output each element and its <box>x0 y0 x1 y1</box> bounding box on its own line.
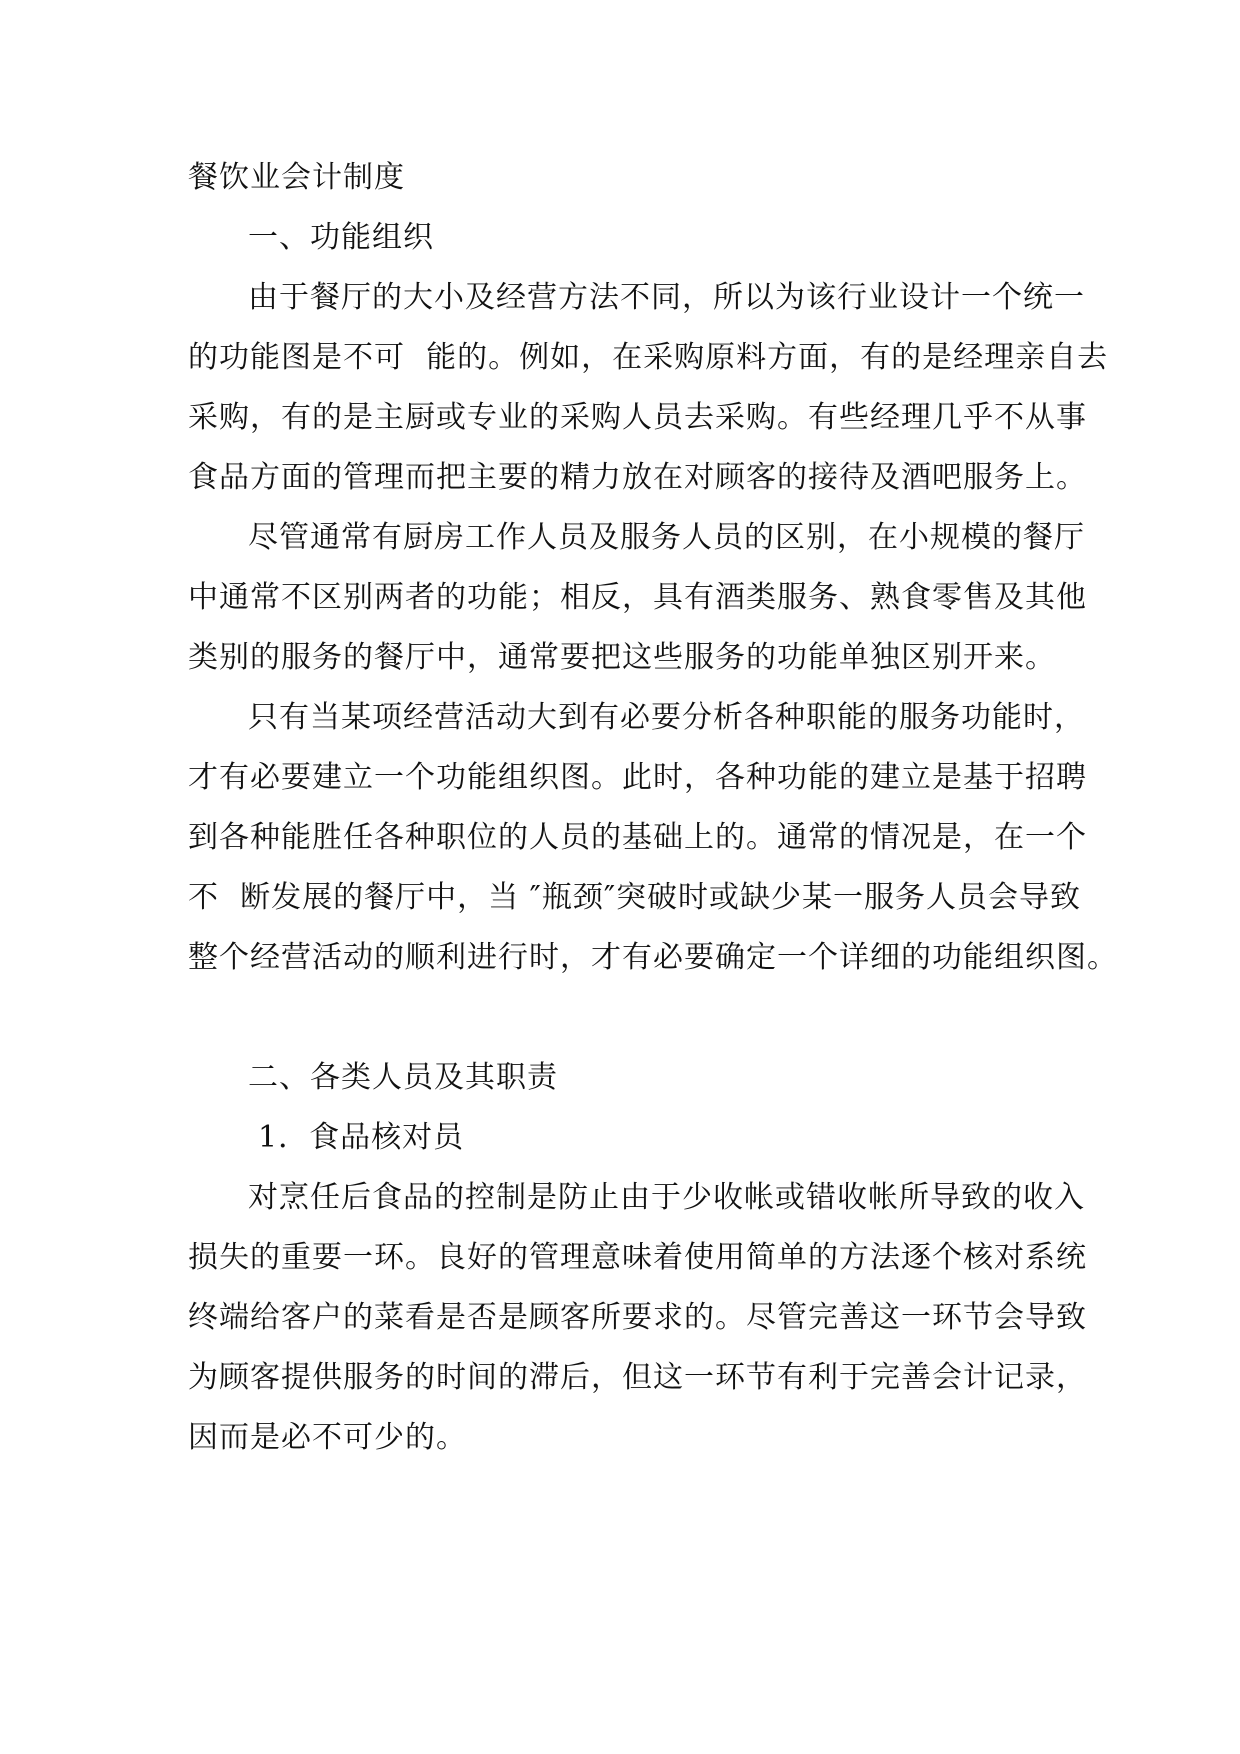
paragraph-line: 采购，有的是主厨或专业的采购人员去采购。有些经理几乎不从事 <box>188 400 1087 435</box>
paragraph-line: 整个经营活动的顺利进行时，才有必要确定一个详细的功能组织图。 <box>188 940 1118 975</box>
section1-heading: 一、功能组织 <box>248 220 434 255</box>
section2-heading: 二、各类人员及其职责 <box>248 1060 558 1095</box>
paragraph-line: 中通常不区别两者的功能；相反，具有酒类服务、熟食零售及其他 <box>188 580 1087 615</box>
paragraph-line: 到各种能胜任各种职位的人员的基础上的。通常的情况是，在一个 <box>188 820 1087 855</box>
paragraph-line: 终端给客户的菜看是否是顾客所要求的。尽管完善这一环节会导致 <box>188 1300 1087 1335</box>
paragraph-line: 由于餐厅的大小及经营方法不同，所以为该行业设计一个统一 <box>248 280 1085 315</box>
document-title: 餐饮业会计制度 <box>188 160 405 195</box>
paragraph-line: 食品方面的管理而把主要的精力放在对顾客的接待及酒吧服务上。 <box>188 460 1087 495</box>
paragraph-line: 因而是必不可少的。 <box>188 1420 467 1455</box>
paragraph-line: 对烹任后食品的控制是防止由于少收帐或错收帐所导致的收入 <box>248 1180 1085 1215</box>
paragraph-line: 尽管通常有厨房工作人员及服务人员的区别，在小规模的餐厅 <box>248 520 1085 555</box>
paragraph-line: 损失的重要一环。良好的管理意味着使用简单的方法逐个核对系统 <box>188 1240 1087 1275</box>
paragraph-line: 的功能图是不可 能的。例如，在采购原料方面，有的是经理亲自去 <box>188 340 1109 375</box>
paragraph-line: 只有当某项经营活动大到有必要分析各种职能的服务功能时， <box>248 700 1085 735</box>
paragraph-line: 才有必要建立一个功能组织图。此时，各种功能的建立是基于招聘 <box>188 760 1087 795</box>
paragraph-line: 为顾客提供服务的时间的滞后，但这一环节有利于完善会计记录， <box>188 1360 1087 1395</box>
paragraph-line: 不 断发展的餐厅中，当 ″瓶颈″突破时或缺少某一服务人员会导致 <box>188 880 1082 915</box>
paragraph-line: 类别的服务的餐厅中，通常要把这些服务的功能单独区别开来。 <box>188 640 1056 675</box>
section2-subheading: 1．食品核对员 <box>258 1120 465 1155</box>
